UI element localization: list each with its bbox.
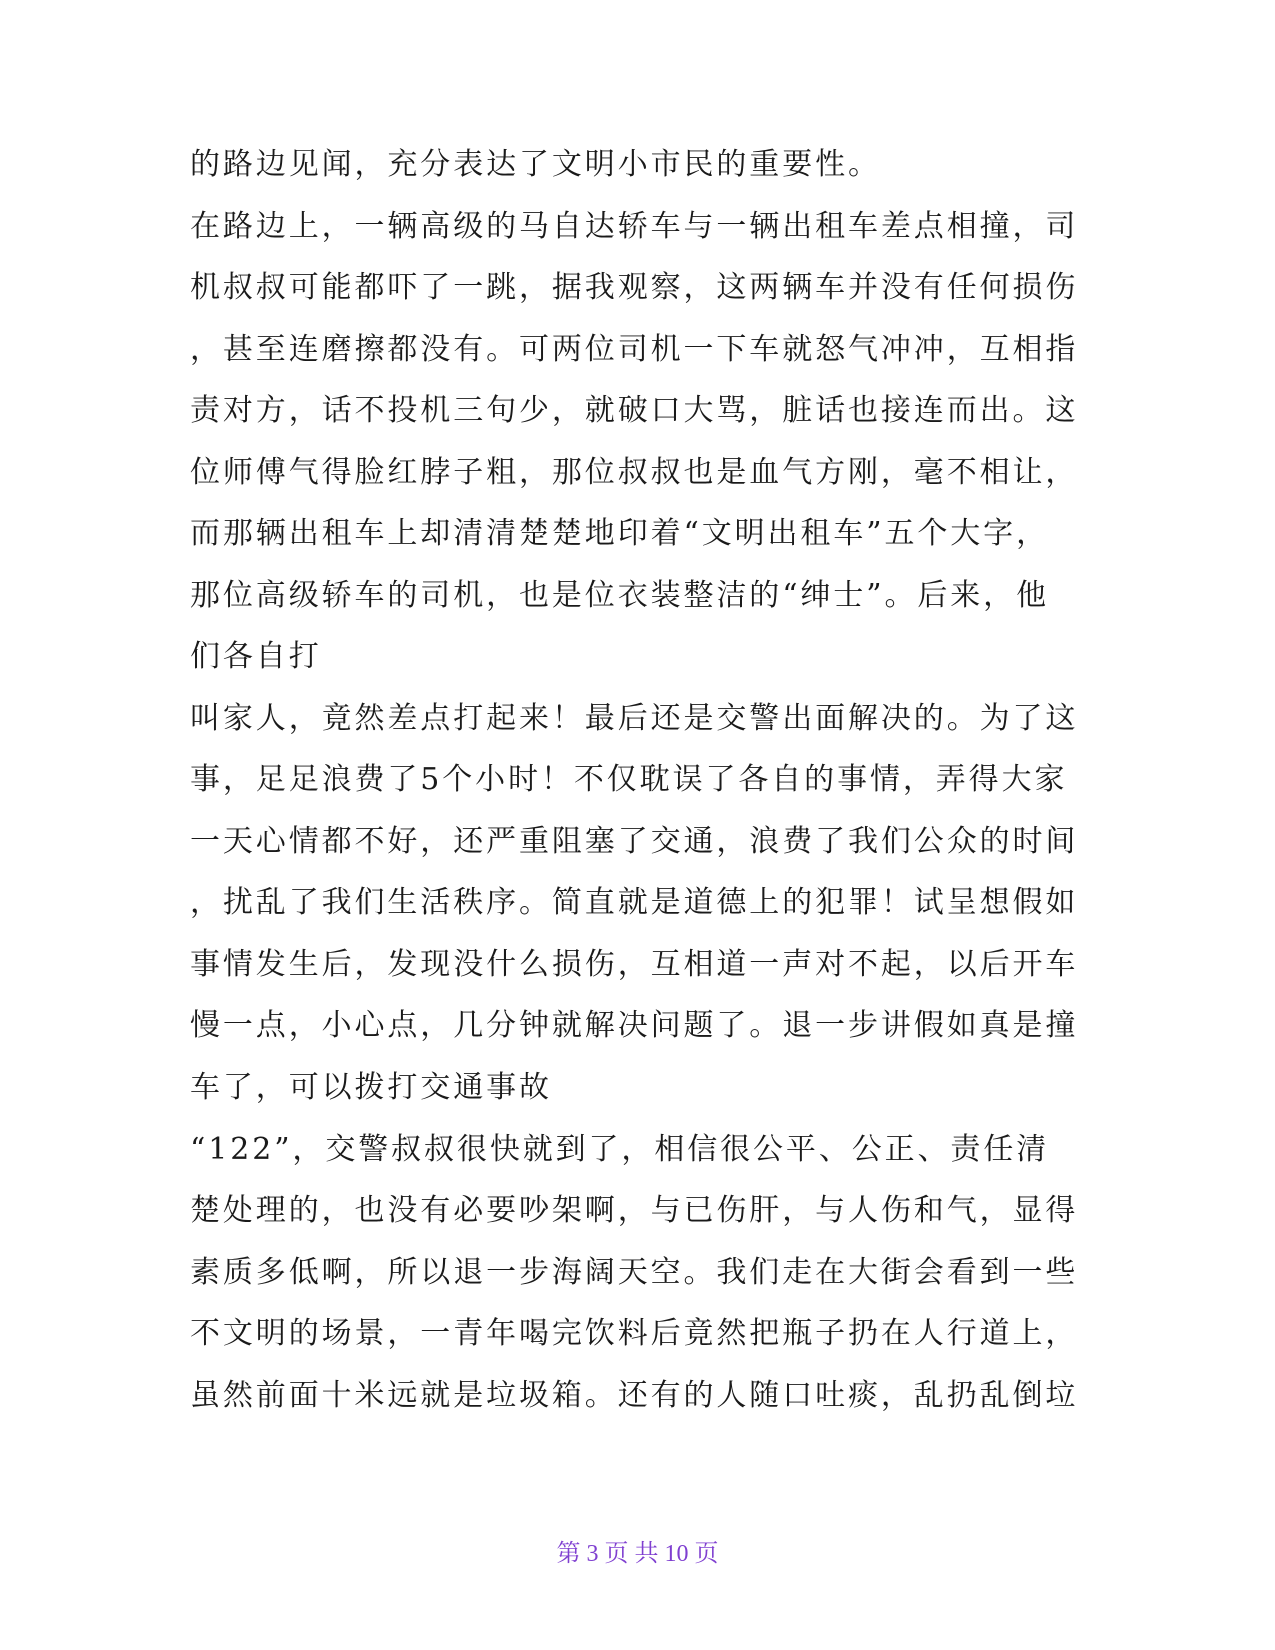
text-line: 事情发生后，发现没什么损伤，互相道一声对不起，以后开车 [190,947,1079,982]
text-line: 们各自打 [190,639,322,674]
text-line: 事，足足浪费了5个小时！不仅耽误了各自的事情，弄得大家 [190,762,1068,797]
text-line: ，扰乱了我们生活秩序。简直就是道德上的犯罪！试呈想假如 [190,885,1079,920]
text-line: 那位高级轿车的司机，也是位衣装整洁的“绅士”。后来，他 [190,578,1049,613]
text-line: 责对方，话不投机三句少，就破口大骂，脏话也接连而出。这 [190,393,1079,428]
text-line: 叫家人，竟然差点打起来！最后还是交警出面解决的。为了这 [190,701,1079,736]
text-line: 在路边上，一辆高级的马自达轿车与一辆出租车差点相撞，司 [190,209,1079,244]
text-line: 虽然前面十米远就是垃圾箱。还有的人随口吐痰，乱扔乱倒垃 [190,1378,1079,1413]
text-line: 的路边见闻，充分表达了文明小市民的重要性。 [190,147,881,182]
text-line: 而那辆出租车上却清清楚楚地印着“文明出租车”五个大字， [190,516,1049,551]
text-line: 车了，可以拨打交通事故 [190,1070,552,1105]
text-line: ，甚至连磨擦都没有。可两位司机一下车就怒气冲冲，互相指 [190,332,1079,367]
text-line: 机叔叔可能都吓了一跳，据我观察，这两辆车并没有任何损伤 [190,270,1079,305]
text-line: 慢一点，小心点，几分钟就解决问题了。退一步讲假如真是撞 [190,1008,1079,1043]
text-line: “122”，交警叔叔很快就到了，相信很公平、公正、责任清 [190,1132,1050,1167]
text-line: 楚处理的，也没有必要吵架啊，与已伤肝，与人伤和气，显得 [190,1193,1079,1228]
text-line: 一天心情都不好，还严重阻塞了交通，浪费了我们公众的时间 [190,824,1079,859]
text-line: 不文明的场景，一青年喝完饮料后竟然把瓶子扔在人行道上， [190,1316,1079,1351]
text-line: 素质多低啊，所以退一步海阔天空。我们走在大街会看到一些 [190,1255,1079,1290]
text-line: 位师傅气得脸红脖子粗，那位叔叔也是血气方刚，毫不相让， [190,455,1079,490]
page-number-footer: 第 3 页 共 10 页 [556,1541,719,1567]
